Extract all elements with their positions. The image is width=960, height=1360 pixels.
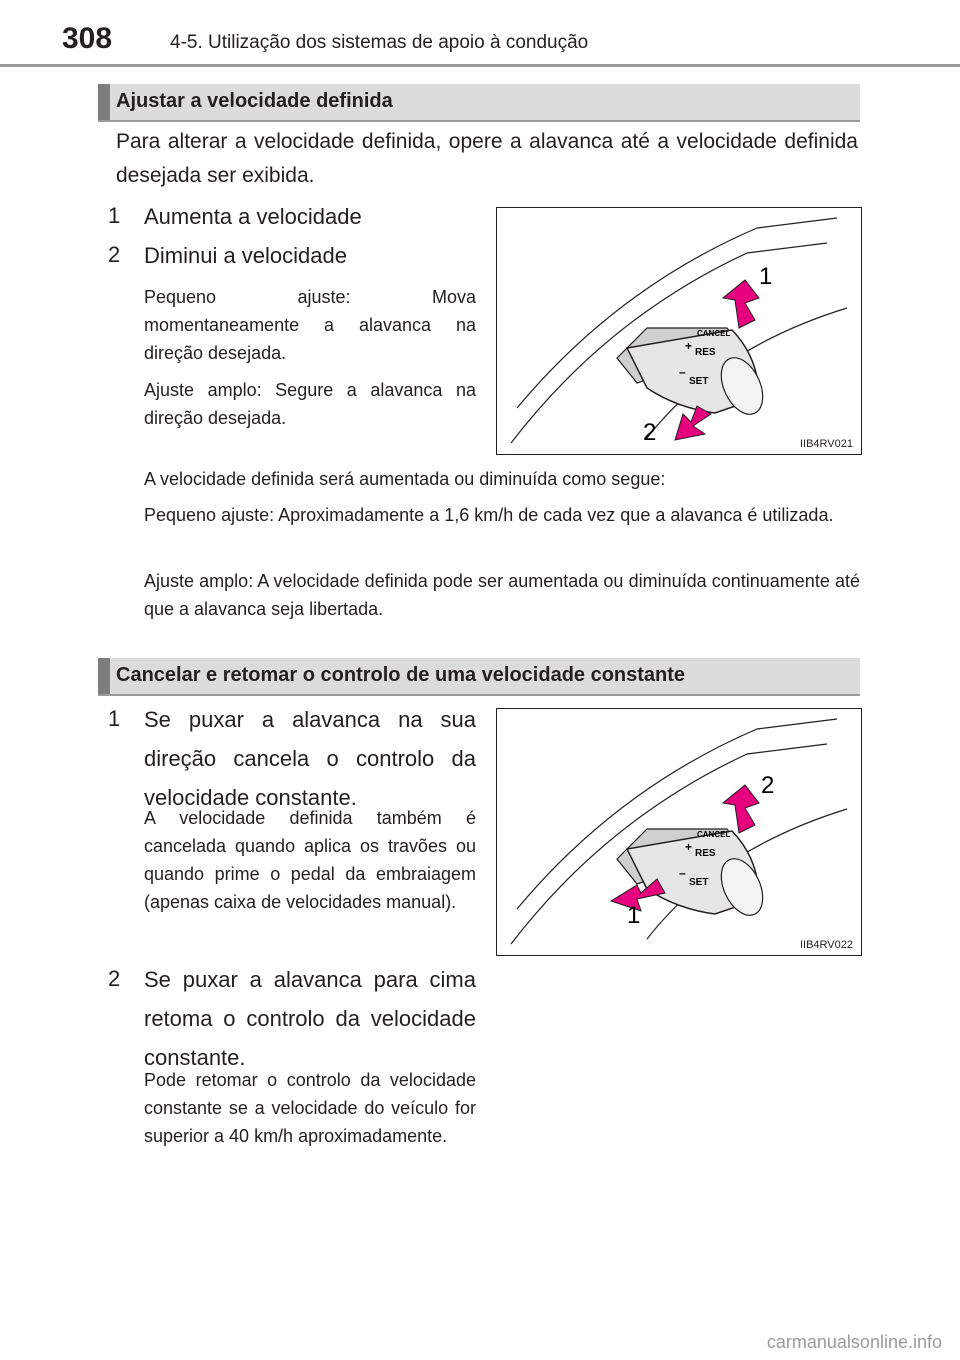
lever-set-label: SET (689, 877, 709, 888)
lever-illustration (497, 208, 861, 454)
lever-res-label: RES (695, 848, 716, 859)
header-rule (0, 64, 960, 67)
callout-1: 1 (759, 263, 773, 290)
heading-accent (98, 658, 110, 694)
section-title: Cancelar e retomar o controlo de uma velocidade constante (116, 664, 686, 686)
step-text: Diminui a velocidade (144, 243, 347, 268)
page-number: 308 (62, 22, 113, 55)
lever-cancel-label: CANCEL (697, 830, 731, 839)
arrow-up-icon (723, 785, 759, 833)
callout-2: 2 (643, 419, 657, 446)
step-text: Se puxar a alavanca para cima retoma o controlo da velocidade constante. (144, 967, 476, 1070)
lever-minus-label: – (679, 365, 686, 379)
heading-accent (98, 84, 110, 120)
step-text: Aumenta a velocidade (144, 204, 362, 229)
note-large-adjust: Ajuste amplo: Segure a alavanca na direção desejada. (144, 380, 476, 428)
lever-res-label: RES (695, 347, 716, 358)
section-title: Ajustar a velocidade definida (116, 90, 393, 112)
callout-2: 2 (761, 772, 775, 799)
section-heading-cancelar (98, 658, 860, 696)
lever-set-label: SET (689, 376, 709, 387)
lever-plus-label: + (685, 339, 693, 353)
footer-watermark: carmanualsonline.info (766, 1332, 942, 1352)
lever-illustration (497, 709, 861, 955)
figure-code: IIB4RV021 (799, 438, 853, 450)
step-number: 2 (108, 242, 121, 267)
arrow-up-icon (723, 280, 759, 328)
figure-lever-adjust (496, 207, 862, 455)
callout-1: 1 (627, 902, 641, 929)
section-intro: Para alterar a velocidade definida, opere a alavanca até a velocidade definida desejada ser exibida. (116, 130, 858, 187)
running-title: 4-5. Utilização dos sistemas de apoio à condução (170, 32, 589, 53)
step-number: 2 (108, 966, 121, 991)
arrow-down-icon (675, 406, 711, 440)
note-small-adjust: Pequeno ajuste: Mova momentaneamente a alavanca na direção desejada. (144, 287, 476, 363)
figure-code: IIB4RV022 (799, 939, 853, 951)
note-speed-change: A velocidade definida será aumentada ou diminuída como segue: (144, 469, 666, 489)
lever-cancel-label: CANCEL (697, 329, 731, 338)
note-small-detail: Pequeno ajuste: Aproximadamente a 1,6 km/h de cada vez que a alavanca é utilizada. (144, 505, 834, 525)
note-resume: Pode retomar o controlo da velocidade constante se a velocidade do veículo for superior a 40 km/h aproximadamente. (144, 1070, 476, 1146)
note-large-detail: Ajuste amplo: A velocidade definida pode ser aumentada ou diminuída continuamente até que a alavanca seja libertada. (144, 571, 860, 619)
step-number: 1 (108, 203, 121, 228)
note-cancel: A velocidade definida também é cancelada quando aplica os travões ou quando prime o pedal da embraiagem (apenas caixa de velocidades manual). (144, 808, 476, 912)
step-number: 1 (108, 706, 121, 731)
lever-plus-label: + (685, 840, 693, 854)
step-text: Se puxar a alavanca na sua direção cancela o controlo da velocidade constante. (144, 707, 476, 810)
figure-lever-cancel-resume (496, 708, 862, 956)
section-heading-ajustar (98, 84, 860, 122)
lever-minus-label: – (679, 866, 686, 880)
